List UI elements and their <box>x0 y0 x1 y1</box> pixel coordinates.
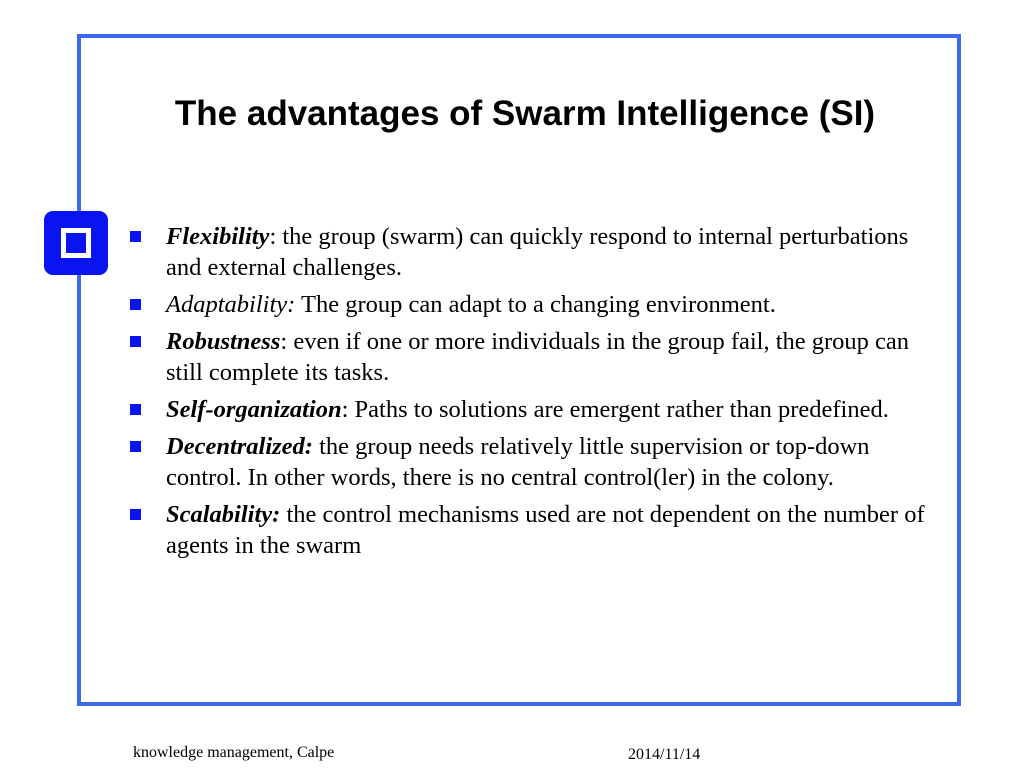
bullet-term: Robustness <box>166 328 281 355</box>
square-bullet-icon <box>130 299 141 310</box>
square-bullet-icon <box>130 336 141 347</box>
square-bullet-icon <box>130 404 141 415</box>
bullet-text: : Paths to solutions are emergent rather than predefined. <box>341 396 889 423</box>
bullet-term: Flexibility <box>166 223 270 250</box>
bullet-term: Self-organization <box>166 396 342 423</box>
slide-title: The advantages of Swarm Intelligence (SI) <box>174 94 876 133</box>
bullet-list <box>130 221 930 567</box>
square-bullet-icon <box>130 441 141 452</box>
footer-date: 2014/11/14 <box>628 746 701 763</box>
logo-inner-square <box>61 228 91 258</box>
square-bullet-icon <box>130 509 141 520</box>
bullet-term: Adaptability: <box>166 291 296 318</box>
square-bullet-icon <box>130 231 141 242</box>
bullet-item <box>130 221 930 283</box>
bullet-item <box>130 289 930 320</box>
bullet-item <box>130 431 930 493</box>
bullet-item <box>130 499 930 561</box>
bullet-item <box>130 394 930 425</box>
bullet-term: Scalability: <box>166 501 281 528</box>
bullet-text: the group needs relatively little supervision or top-down control. In other words, there is no central control(ler) in the colony. <box>166 433 870 491</box>
bullet-text: the control mechanisms used are not dependent on the number of agents in the swarm <box>166 501 925 559</box>
bullet-text: The group can adapt to a changing environment. <box>295 291 776 318</box>
footer-course-label: knowledge management, Calpe <box>133 744 335 761</box>
bullet-item <box>130 326 930 388</box>
bullet-term: Decentralized: <box>166 433 313 460</box>
bullet-text: : even if one or more individuals in the group fail, the group can still complete its tasks. <box>166 328 910 386</box>
square-logo-icon <box>44 211 108 275</box>
bullet-text: : the group (swarm) can quickly respond to internal perturbations and external challenges. <box>166 223 909 281</box>
